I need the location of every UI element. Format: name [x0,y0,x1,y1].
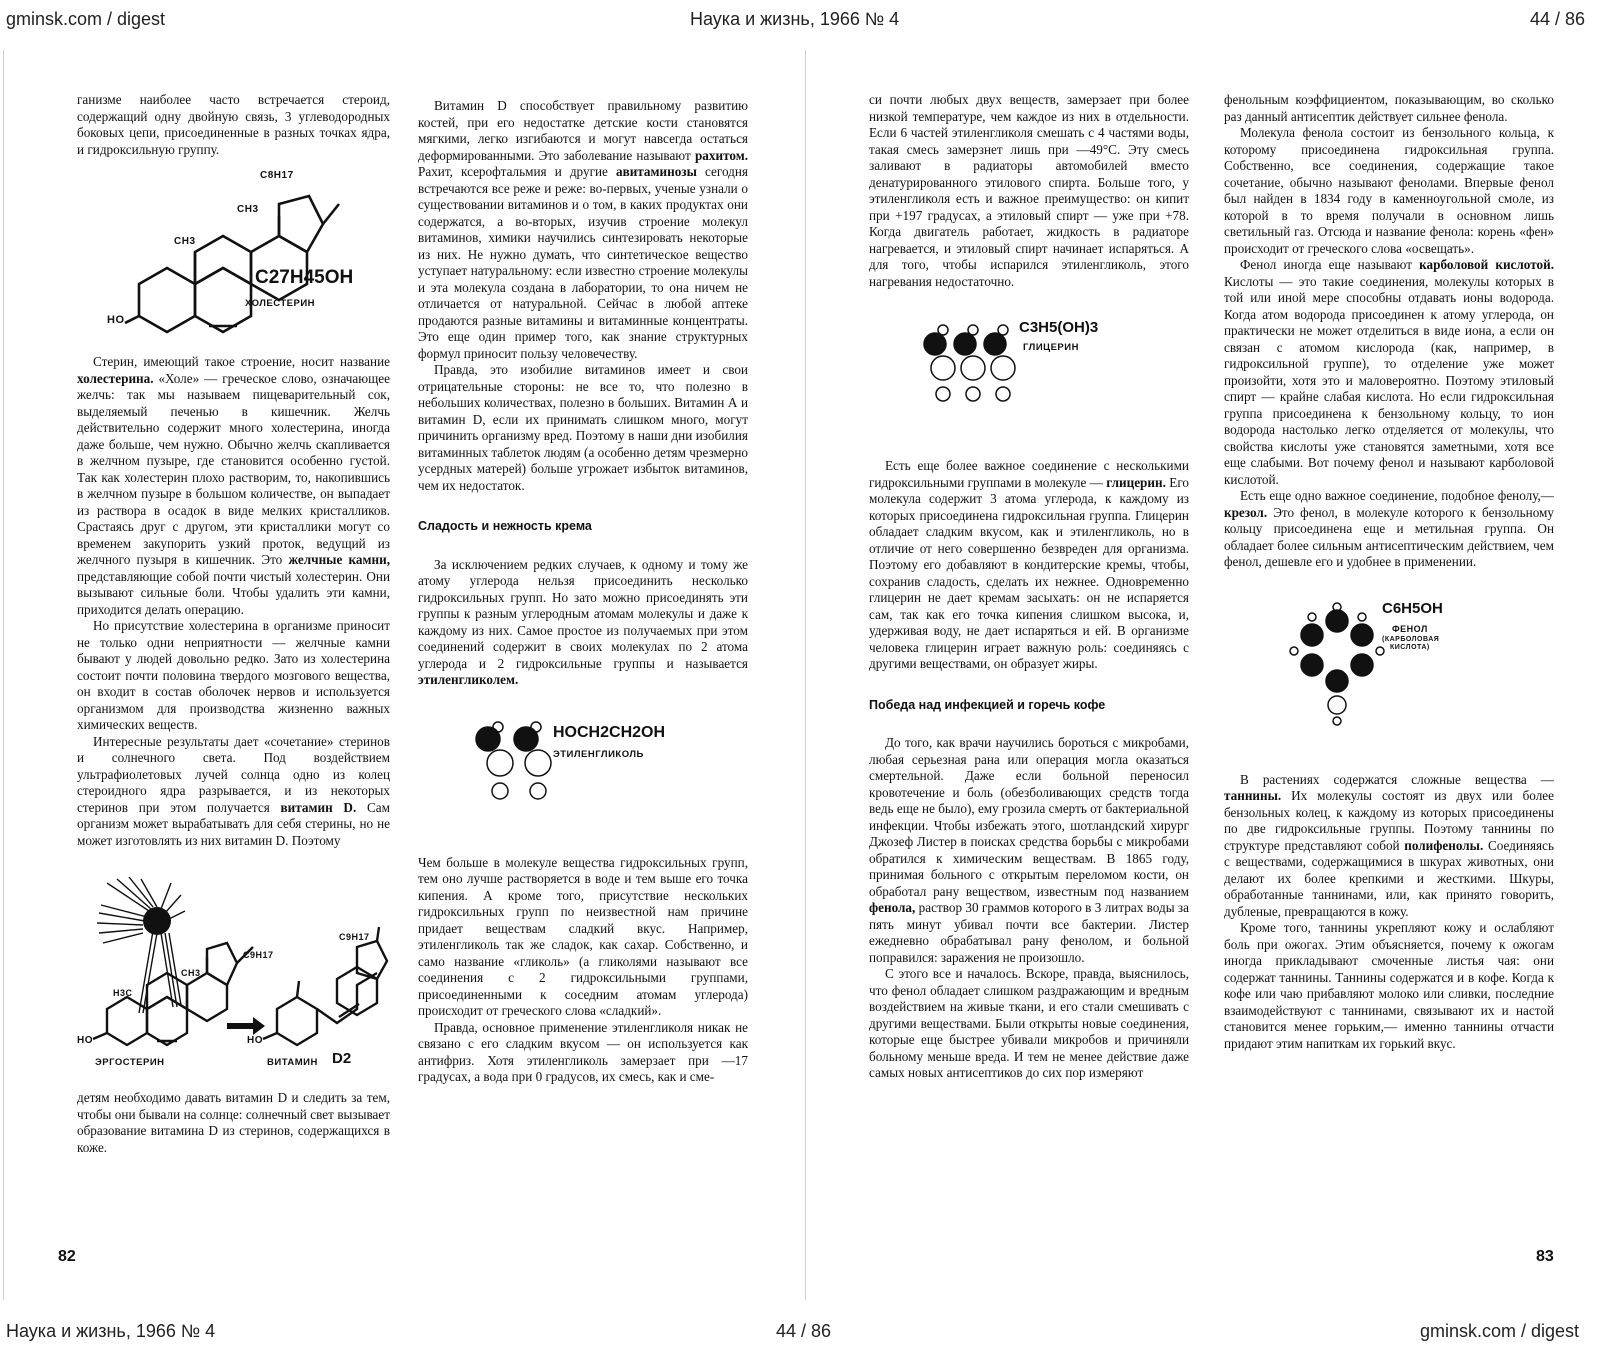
vitamin-caption: ВИТАМИН [267,1057,318,1068]
site-name-bottom[interactable]: gminsk.com / digest [1420,1321,1580,1341]
glycerin-formula: C3H5(OH)3 [1019,319,1099,336]
phenol-caption: ФЕНОЛ [1392,623,1428,634]
cholesterol-figure [77,166,390,346]
paragraph: Есть еще более важное соединение с несколькими гидроксильными группами в молекуле — глицерин. Его молекула содержит 3 атома углерода, к каждому из которых присоединена гидроксильная группа. Глицерин обладает сладким вкусом, как и этиленгликоль, но в отличие от него совершенно безвреден для организма. Поэтому его добавляют в кондитерские кремы, чтобы, сохранив сладость, сделать их нежнее. Одновременно глицерин не дает кремам засыхать: он не испаряется сам, так как его точка кипения слишком высока, и, удерживая воду, не дает испаряться и ей. В организме человека глицерин играет важную роль: соединяясь с другими веществами, он образует жиры. [869,458,1190,671]
glycerin-caption: ГЛИЦЕРИН [1023,342,1079,353]
site-name-top[interactable]: gminsk.com / digest [6,9,166,29]
ethylene-glycol-figure [418,707,748,847]
section-heading: Сладость и нежность крема [418,519,592,533]
paragraph: За исключением редких случаев, к одному и тому же атому углерода нельзя присоединить несколько гидроксильных групп. Но зато можно присоединять эти группы к разным углеродным атомам молекулы и даже к каждому из них. Самое простое из получаемых при этом соединений содержит в своих молекулах по 2 атома углерода и 2 гидроксильные группы и называется этиленгликолем. [418,556,748,687]
paragraph: Но присутствие холестерина в организме приносит не только одни неприятности — желчные камни бывают у людей довольно редко. Зато из холестерина состоит почти половина твердого мозгового вещества, он входит в состав оболочек нервов и используется организмом для производства жизненно важных химических веществ. [77,618,390,732]
paragraph: Витамин D способствует правильному развитию костей, при его недостатке детские кости становятся мягкими, легко изгибаются и могут навсегда остаться деформированными. Это заболевание называют рахитом. Рахит, ксерофтальмия и другие авитаминозы сегодня встречаются все реже и реже: во-первых, ученые узнали о существовании витаминов и о том, в каких продуктах они содержатся, а во-вторых, изучив строение молекул витаминов, химики научились синтезировать некоторые из них. Не нужно думать, что синтетическое вещество уступает натуральному: если известно строение молекулы и эта молекула создана в лаборатории, то она ничем не отличается от натуральной. Сейчас в любой аптеке продаются разные витамины и витаминные концентраты. Это еще один пример того, как знание структурных формул приносит пользу человечеству. [418,98,748,361]
page-spread-divider [805,50,806,1300]
ethylene-glycol-formula: HOCH2CH2OH [553,723,666,741]
paragraph: фенольным коэффициентом, показывающим, во сколько раз данный антисептик действует сильнее фенола. [1224,92,1554,124]
paragraph: Стерин, имеющий такое строение, носит название холестерина. «Холе» — греческое слово, означающее желчь: так мы называем пищеварительный сок, выделяемый печенью в кишечник. Желчь действительно содержит много холестерина, иногда даже больше, чем нужно. Обычно желчь скапливается в желчном пузыре, где становится особенно густой. Так как холестерин плохо растворим, то, накопившись в желчном пузыре в большом количестве, он выпадает из раствора в осадок в виде мелких кристалликов. Срастаясь друг с другом, эти кристаллики могут со временем закупорить узкий проток, ведущий из желчного пузыря в кишечник. Это желчные камни, представляющие собой почти чистый холестерин. Они вызывают сильные боли. Чтобы удалить эти камни, приходится делать операцию. [77,354,391,617]
paragraph: Чем больше в молекуле вещества гидроксильных групп, тем оно лучше растворяется в воде и тем выше его точка кипения. А кроме того, присутствие нескольких гидроксильных групп по неизвестной нам причине придает веществам сладкий вкус. Например, этиленгликоль так же сладок, как сахар. Собственно, и само название «гликоль» (а гликолями называют все соединения с 2 гидроксильными группами, присоединенными к соседним атомам углерода) происходит от греческого слова «сладкий». [418,854,748,1018]
paragraph: детям необходимо давать витамин D и следить за тем, чтобы они бывали на солнце: солнечный свет вызывает образование витамина D из стеринов, содержащихся в коже. [77,1090,390,1155]
document-title-bottom: Наука и жизнь, 1966 № 4 [6,1321,216,1341]
column-1 [77,92,390,1156]
phenol-model [1224,599,1554,764]
side-chain-label: C9H17 [339,932,370,942]
phenol-figure [1224,599,1554,764]
paragraph: си почти любых двух веществ, замерзает при более низкой температуре, чем каждое из них в отдельности. Если 6 частей этиленгликоля смешать с 4 частями воды, такая смесь замерзнет лишь при —49°С. Эту смесь заливают в радиаторы автомобилей вместо денатурированного этилового спирта. Больше того, у этиленгликоля есть и важное преимущество: он кипит при +197 градусах, а этиловый спирт — уже при +78. Когда двигатель работает, жидкость в радиаторе нагревается, и этиловый спирт начинает испаряться. А для того, чтобы испарился этиленгликоль, этого нагревания недостаточно. [869,92,1189,289]
ethylene-glycol-caption: ЭТИЛЕНГЛИКОЛЬ [553,748,644,760]
ergosterol-figure [77,877,390,1082]
side-chain-label: C9H17 [243,950,274,960]
paragraph: До того, как врачи научились бороться с микробами, любая серьезная рана или операция могла оказаться смертельной. Даже если больной переносил кровотечение и боль (обезболивающих средств тогда ведь еще не было), ему грозила смерть от бактериальной инфекции. Чтобы избежать этого, шотландский хирург Джозеф Листер в поисках средства борьбы с микробами обратился к химическим веществам. В 1865 году, принимая больного с открытым переломом кости, он обработал рану веществом, известным под названием фенола, раствор 30 граммов которого в 3 литрах воды за пять минут убивал почти все бактерии. Листер ежедневно обрабатывал рану фенолом, и больной поправился: заражения не произошло. [869,735,1189,965]
paragraph: ганизме наиболее часто встречается стероид, содержащий одну двойную связь, 3 углеводородных боковых цепи, присоединенные в разных точках ядра, и гидроксильную группу. [77,92,390,157]
page-number-left: 82 [58,1248,76,1265]
hydroxyl-label: HO [107,314,125,326]
side-chain-label: C8H17 [260,170,294,181]
page-counter-bottom: 44 / 86 [776,1321,832,1341]
document-title-top: Наука и жизнь, 1966 № 4 [690,9,900,29]
phenol-formula: C6H5OH [1382,599,1443,617]
column-2 [418,98,748,1086]
cholesterol-caption: ХОЛЕСТЕРИН [245,298,316,309]
phenol-subcaption: (КАРБОЛОВАЯ [1382,635,1440,643]
paragraph: Фенол иногда еще называют карболовой кислотой. Кислоты — это такие соединения, молекулы которых в той или иной мере способны отдавать ионы водорода. Когда атом водорода присоединен к атому углерода, он практически не может отделиться в виде иона, а если он связан с атомом кислорода (как, например, в гидроксильной группе), то отделение уже может произойти, хотя это и маловероятно. Поэтому этиловый спирт — крайне слабая кислота. Но если гидроксильная группа присоединена к бензольному кольцу, то ион водорода настолько легко отделяется от молекулы, что свойства кислоты уже становятся заметными, хотя все еще слабыми. Вот почему фенол и называют карболовой кислотой. [1224,257,1555,487]
paragraph: Молекула фенола состоит из бензольного кольца, к которому присоединена гидроксильная группа. Собственно, все соединения, содержащие такое сочетание, обычно называют фенолами. Впервые фенол был найден в 1834 году в каменноугольной смоле, из которой в то время получали в основном лишь светильный газ. Отсюда и название фенола: корень «фен» происходит от греческого слова «освещать». [1224,125,1554,256]
vitamin-d2-label: D2 [332,1050,352,1067]
hydroxyl-label: HO [247,1035,263,1046]
ergosterol-caption: ЭРГОСТЕРИН [95,1057,165,1068]
column-4 [1224,92,1554,1052]
paragraph: Есть еще одно важное соединение, подобное фенолу,— крезол. Это фенол, в молекуле которого к бензольному кольцу присоединена еще и метильная группа. Он обладает более сильным антисептическим действием, чем фенол, дешевле его и удобнее в применении. [1224,488,1554,569]
column-3 [869,92,1189,1082]
phenol-subcaption: КИСЛОТА) [1390,643,1430,651]
paragraph: Правда, основное применение этиленгликоля никак не связано с его сладким вкусом — он используется как антифриз. Хотя этиленгликоль замерзает при —17 градусах, а вода при 0 градусов, их смесь, как и сме- [418,1019,748,1084]
hydroxyl-label: HO [77,1035,93,1046]
page-number-right: 83 [1536,1248,1554,1265]
cholesterol-formula: C27H45OH [255,267,354,288]
paragraph: Кроме того, таннины укрепляют кожу и ослабляют боль при ожогах. Этим объясняется, почему к ожогам иногда прикладывают смоченные листья чая: они содержат таннины. Таннины содержатся и в кофе. Когда к кофе или чаю прибавляют молоко или сливки, последние взаимодействуют с таннинами, связывают их и настой становится менее горьким,— именно таннины отчасти придают этим напиткам их горький вкус. [1224,920,1554,1051]
methyl-label: CH3 [181,968,201,978]
methyl-label: CH3 [237,204,259,215]
page-border-left [3,50,4,1300]
paragraph: С этого все и началось. Вскоре, правда, выяснилось, что фенол обладает слишком раздражающим и вредным воздействием на живые ткани, и его стали смешивать с другими веществами. Были открыты новые соединения, которые еще быстрее убивали микробов и причиняли больному меньше вреда. И тем не менее действие даже самых новых антисептиков до сих пор измеряют [869,966,1189,1080]
paragraph: Интересные результаты дает «сочетание» стеринов и солнечного света. Под воздействием ультрафиолетовых лучей солнца одно из колец стероидного ядра разрывается, и из некоторых стеринов при этом получается витамин D. Сам организм может вырабатывать для себя стерины, но не может изготовлять из них витамин D. Поэтому [77,733,391,848]
glycerin-figure [869,310,1189,450]
section-heading: Победа над инфекцией и горечь кофе [869,697,1106,712]
page-counter-top: 44 / 86 [1530,9,1586,29]
paragraph: Правда, это изобилие витаминов имеет и свои отрицательные стороны: не все то, что полезно в небольших количествах, полезно в больших. Витамин А и витамин D, если их принимать слишком много, могут причинить организму вред. Поэтому в наши дни изобилия витаминных таблеток людям (а особенно детям чрезмерно усердных матерей) больше угрожает избыток витаминов, чем их недостаток. [418,362,748,493]
methyl-label: CH3 [174,236,196,247]
methyl-label: H3C [113,988,133,998]
paragraph: В растениях содержатся сложные вещества — таннины. Их молекулы состоят из двух или более бензольных колец, к каждому из которых присоединены по две гидроксильные группы. Поэтому таннины по структуре представляют собой полифенолы. Соединяясь с веществами, содержащимися в шкурах животных, они делают их более крепкими и жесткими. Шкуры, обработанные таннинами, или, как принято говорить, дубленые, превращаются в кожу. [1224,771,1554,919]
